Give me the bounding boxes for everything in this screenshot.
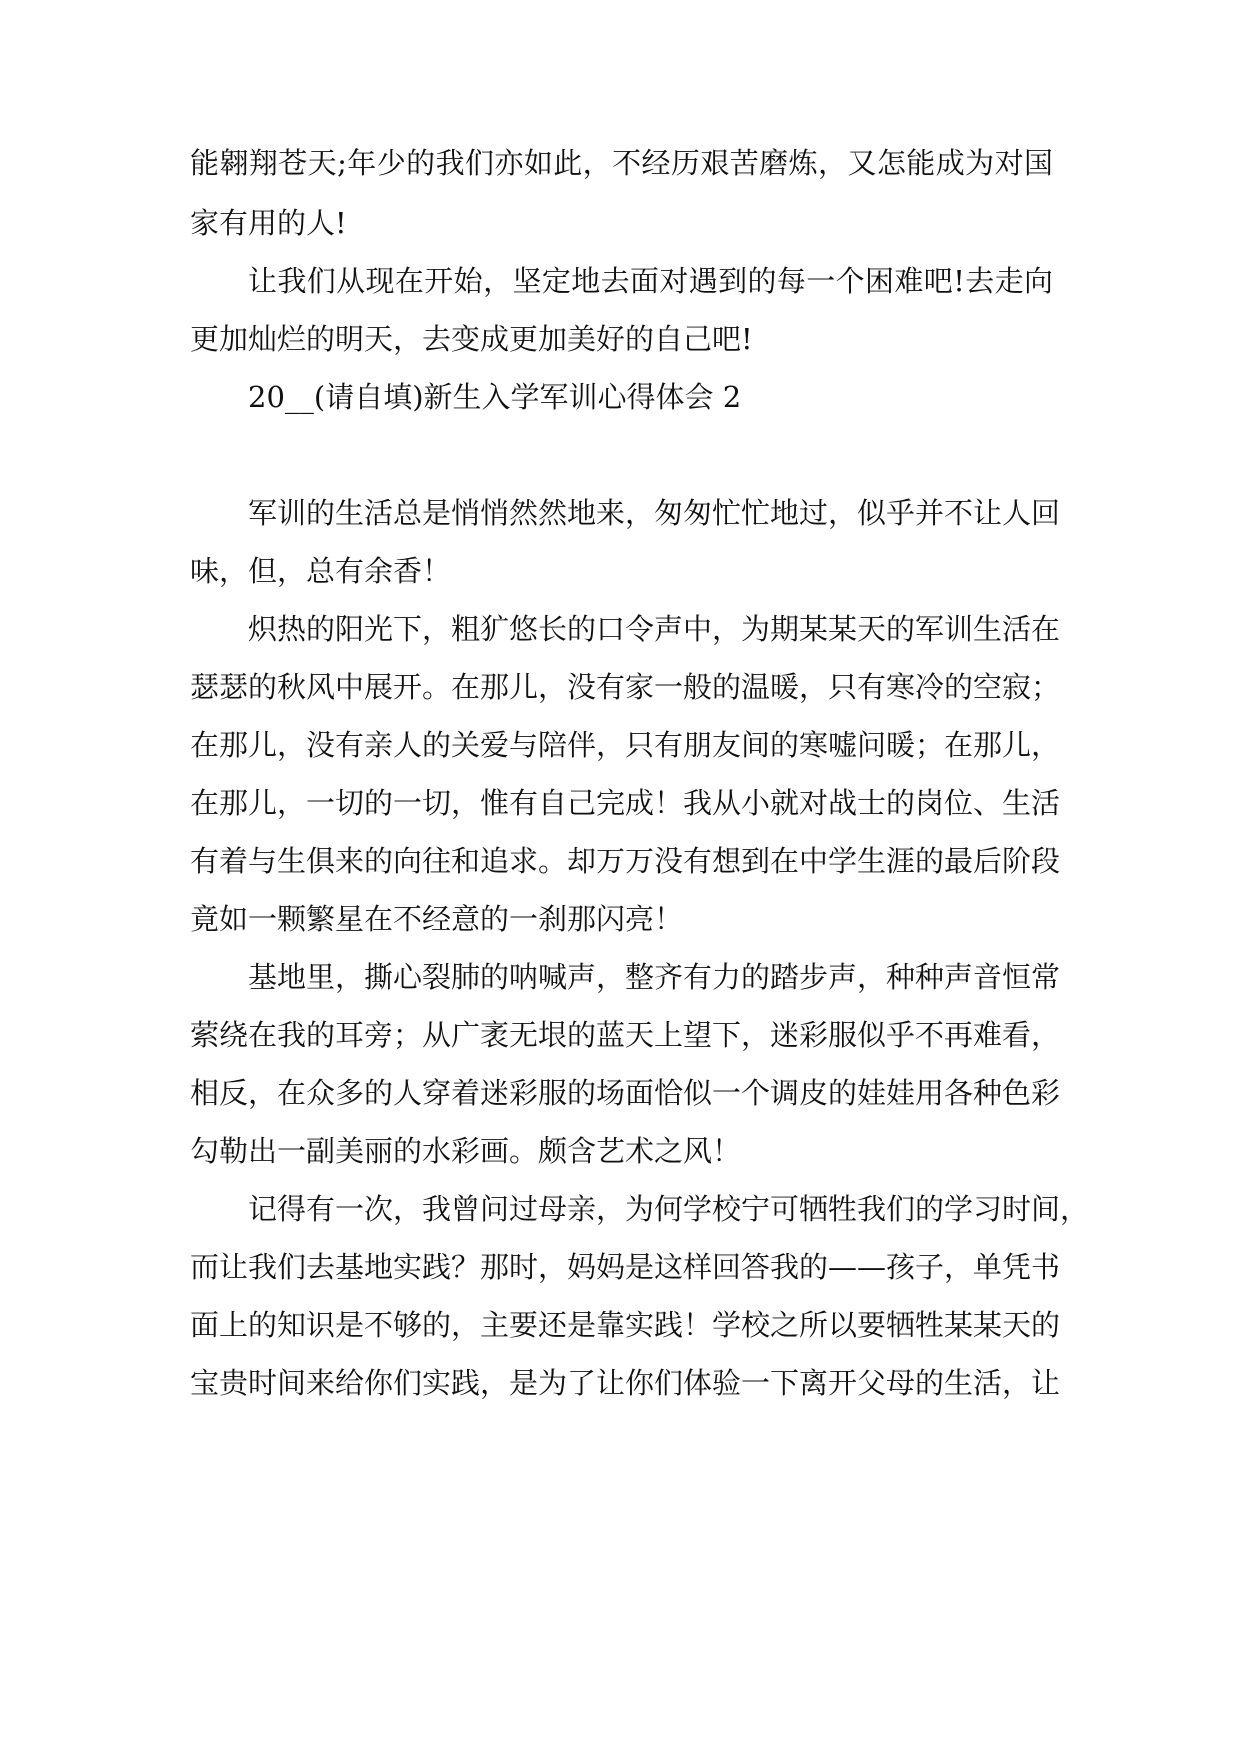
paragraph-line: 基地里，撕心裂肺的呐喊声，整齐有力的踏步声，种种声音恒常 bbox=[248, 960, 1061, 994]
paragraph-line: 有着与生俱来的向往和追求。却万万没有想到在中学生涯的最后阶段 bbox=[190, 844, 1061, 878]
paragraph-line: 家有用的人! bbox=[190, 206, 347, 240]
paragraph-line: 让我们从现在开始，坚定地去面对遇到的每一个困难吧!去走向 bbox=[248, 264, 1053, 298]
paragraph-line: 竟如一颗繁星在不经意的一刹那闪亮！ bbox=[190, 902, 684, 936]
paragraph-line: 面上的知识是不够的，主要还是靠实践！学校之所以要牺牲某某天的 bbox=[190, 1308, 1061, 1342]
paragraph-line: 宝贵时间来给你们实践，是为了让你们体验一下离开父母的生活，让 bbox=[190, 1366, 1061, 1400]
paragraph-line: 相反，在众多的人穿着迷彩服的场面恰似一个调皮的娃娃用各种色彩 bbox=[190, 1076, 1061, 1110]
paragraph-line: 而让我们去基地实践？那时，妈妈是这样回答我的——孩子，单凭书 bbox=[190, 1250, 1061, 1284]
paragraph-line: 在那儿，没有亲人的关爱与陪伴，只有朋友间的寒嘘问暖；在那儿， bbox=[190, 728, 1061, 762]
paragraph-line: 军训的生活总是悄悄然然地来，匆匆忙忙地过，似乎并不让人回 bbox=[248, 496, 1061, 530]
paragraph-line: 炽热的阳光下，粗犷悠长的口令声中，为期某某天的军训生活在 bbox=[248, 612, 1061, 646]
paragraph-line: 记得有一次，我曾问过母亲，为何学校宁可牺牲我们的学习时间， bbox=[248, 1192, 1090, 1226]
paragraph-line: 更加灿烂的明天，去变成更加美好的自己吧! bbox=[190, 322, 753, 356]
paragraph-line: 勾勒出一副美丽的水彩画。颇含艺术之风！ bbox=[190, 1134, 742, 1168]
paragraph-line: 瑟瑟的秋风中展开。在那儿，没有家一般的温暖，只有寒冷的空寂； bbox=[190, 670, 1061, 704]
paragraph-line: 能翱翔苍天;年少的我们亦如此，不经历艰苦磨炼，又怎能成为对国 bbox=[190, 146, 1053, 180]
paragraph-line: 萦绕在我的耳旁；从广袤无垠的蓝天上望下，迷彩服似乎不再难看， bbox=[190, 1018, 1061, 1052]
section-heading: 20__(请自填)新生入学军训心得体会 2 bbox=[248, 380, 742, 414]
paragraph-line: 在那儿，一切的一切，惟有自己完成！我从小就对战士的岗位、生活 bbox=[190, 786, 1061, 820]
paragraph-line: 味，但，总有余香！ bbox=[190, 554, 452, 588]
